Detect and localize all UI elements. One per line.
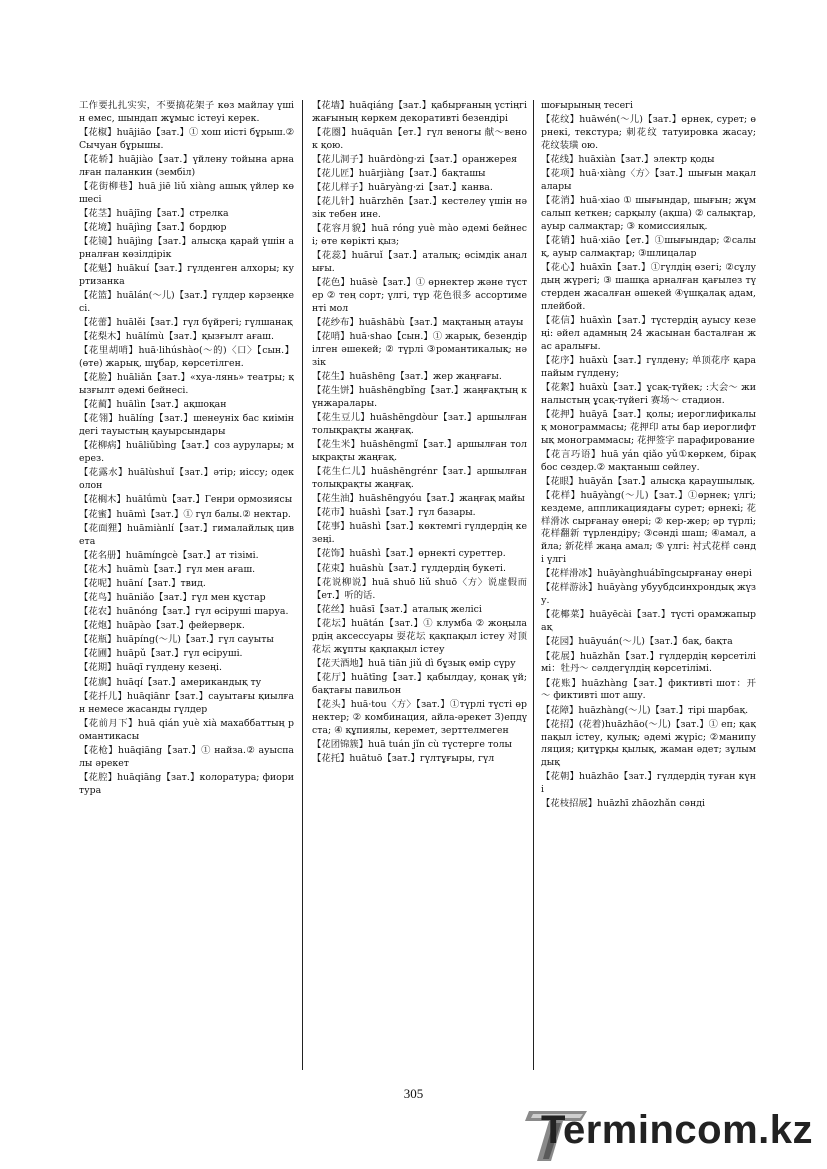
dictionary-entry: 【花头】huā·tou〈方〉【зат.】①түрлі түсті өрнектер; ② комбинация, айла-әрекет 3)епдүста; ④ құпиялы, керемет, зерттелмеген bbox=[312, 698, 527, 736]
dictionary-entry: 【花蜜】huāmì【зат.】① гүл балы.② нектар. bbox=[79, 508, 291, 520]
dictionary-entry: 【花翎】huālíng【зат.】шенеуніх бас киіміндегі тауыстың қауырсындары bbox=[79, 413, 294, 438]
dictionary-entry: 【花炮】huāpào【зат.】фейерверк. bbox=[79, 620, 245, 632]
dictionary-entry: 【花项】huā·xiàng〈方〉【зат.】шығын мақалалары bbox=[541, 168, 756, 192]
dictionary-entry: 【花序】huāxù【зат.】гүлдену; 单顶花序 қарапайым гүлдену; bbox=[541, 354, 756, 379]
dictionary-entry: 【花色】huāsè【зат.】① өрнектер және түстер ② тең сорт; үлгі, түр 花色很多 ассортименті мол bbox=[312, 277, 527, 315]
dictionary-entry: 【花朝】huāzhāo【зат.】гүлдердің туған күні bbox=[541, 771, 756, 796]
dictionary-entry: 【花枝招展】huāzhī zhāozhǎn сәнді bbox=[541, 798, 705, 810]
dictionary-entry: 【花托】huātuō【зат.】гүлтұғыры, гүл bbox=[312, 752, 495, 764]
dictionary-entry: 【花信】huāxìn【зат.】түстердің ауысу кезеңі: әйел адамның 24 жасынан басталған жас аралығы. bbox=[541, 314, 756, 352]
dictionary-entry: 【花生豆儿】huāshēngdòur【зат.】аршылған толықрақты жаңғақ. bbox=[312, 412, 527, 437]
dictionary-entry: 【花生油】huāshēngyóu【зат.】жаңғақ майы bbox=[312, 493, 525, 505]
dictionary-entry: 【花蕾】huālěi【зат.】гүл бүйрегі; гүлшанақ bbox=[79, 317, 293, 329]
dictionary-entry: 【花名册】huāmíngcè【зат.】ат тізімі. bbox=[79, 549, 259, 561]
dictionary-entry: 【花样】huāyàng(～儿)【зат.】①өрнек; үлгі; кездеме, аппликациядағы сурет; өрнекі; 花样滑冰 сырғанау өнері; ② кер-жер; әр түрлі; 花样翻新 түрлендіру; ③сәнді шаш; ④амал, айла; 新花样 жаңа амал; ⑤ үлгі: 衬式花样 сәнді үлгі bbox=[541, 489, 756, 566]
dictionary-entry: 【花儿洞子】huārdòng·zi【зат.】оранжерея bbox=[312, 154, 518, 165]
termincom-logo[interactable] bbox=[523, 1107, 815, 1163]
dictionary-entry: 【花面狸】huāmiànlí【зат.】гималайлық цивета bbox=[79, 522, 294, 547]
dictionary-entry: 【花生仁儿】huāshēngrénr【зат.】аршылған толықрақты жаңғақ. bbox=[312, 466, 527, 491]
dictionary-entry: 【花园】huāyuán(～儿)【зат.】бақ, бақта bbox=[541, 636, 733, 648]
dictionary-entry: 【花生米】huāshēngmǐ【зат.】аршылған толықрақты жаңғақ. bbox=[312, 439, 527, 464]
dictionary-entry: 【花木】huāmù【зат.】гүл мен ағаш. bbox=[79, 563, 256, 575]
dictionary-entry: 【花束】huāshù【зат.】гүлдердің букеті. bbox=[312, 562, 507, 574]
dictionary-entry: 【花前月下】huā qián yuè xià махаббаттың романтикасы bbox=[79, 717, 294, 742]
dictionary-entry: 【花线】huāxiàn【зат.】электр қоды bbox=[541, 154, 715, 165]
dictionary-entry: шоғырының тесегі bbox=[541, 100, 634, 111]
dictionary-entry: 【花纹】huāwén(～儿)【зат.】өрнек, сурет; өрнекі, текстура; 刺花纹 татуировка жасау; 花纹装璜 ою. bbox=[541, 114, 756, 151]
dictionary-entry: 【花纱布】huāshābù【зат.】мақтаның атауы bbox=[312, 317, 524, 329]
column-divider-1 bbox=[302, 100, 303, 1070]
dictionary-entry: 【花市】huāshì【зат.】гүл базары. bbox=[312, 507, 476, 519]
dictionary-entry: 【花瓶】huāpíng(～儿)【зат.】гүл сауыты bbox=[79, 634, 274, 646]
dictionary-entry: 【花期】huāqī гүлдену кезеңі. bbox=[79, 662, 222, 674]
dictionary-column-1 bbox=[79, 100, 294, 1080]
dictionary-entry: 【花天酒地】huā tiān jiǔ dì бұзық өмір сүру bbox=[312, 657, 516, 669]
dictionary-entry: 【花旗】huāqí【зат.】американдық ту bbox=[79, 676, 262, 688]
dictionary-entry: 【花团锦簇】huā tuán jǐn cù түстерге толы bbox=[312, 738, 512, 750]
dictionary-entry: 【花生饼】huāshēngbǐng【зат.】жаңғақтың күнжаралары. bbox=[312, 385, 527, 410]
dictionary-entry: 【花枪】huāqiāng【зат.】① найза.② ауыспалы әрекет bbox=[79, 744, 294, 769]
dictionary-entry: 【花圃】huāpǔ【зат.】гүл өсіруші. bbox=[79, 648, 243, 660]
dictionary-entry: 【花呢】huāní【зат.】твид. bbox=[79, 577, 206, 589]
dictionary-entry: 【花蕊】huāruǐ【зат.】аталық; өсімдік аналығы. bbox=[312, 250, 527, 275]
dictionary-entry: 【花柳病】huāliǔbìng【зат.】соз аурулары; мерез. bbox=[79, 440, 294, 465]
dictionary-entry: 【花魁】huākuí【зат.】гүлденген алхоры; куртизанка bbox=[79, 263, 294, 288]
dictionary-entry: 【花坛】huātán【зат.】① клумба ② жоңылардің аксессуары 耍花坛 қақпақыл істеу 对顶花坛 жұпты қақпақыл істеу bbox=[312, 617, 527, 655]
dictionary-entry: 【花墙】huāqiáng【зат.】қабырғаның үстіңгі жағының көркем декоративті безендірі bbox=[312, 100, 527, 124]
dictionary-entry: 【花生】huāshēng【зат.】жер жаңғағы. bbox=[312, 371, 502, 383]
dictionary-entry: 【花茎】huājīng【зат.】стрелка bbox=[79, 208, 229, 219]
dictionary-entry: 【花镜】huājìng【зат.】алысқа қарай үшін арналған көзілдірік bbox=[79, 236, 294, 261]
dictionary-entry: 【花说柳说】huā shuō liǔ shuō〈方〉说虚假而【ет.】听的话. bbox=[312, 576, 527, 601]
dictionary-entry: 【花儿样子】huāryàng·zi【зат.】канва. bbox=[312, 182, 493, 194]
dictionary-entry: 【花腔】huāqiāng【зат.】колоратура; фиоритура bbox=[79, 771, 294, 796]
dictionary-entry: 【花榈木】huālǘmù【зат.】Генри ормозиясы bbox=[79, 494, 293, 506]
dictionary-entry: 【花露水】huālùshuǐ【зат.】әтір; иіссу; одеколон bbox=[79, 467, 294, 492]
dictionary-entry: 【花容月貌】huā róng yuè mào әдемі бейнесі; өте көрікті қыз; bbox=[312, 223, 527, 248]
dictionary-entry: 【花脸】huāliǎn【зат.】«хуа-лянь» театры; қызғылт әдемі бейнесі. bbox=[79, 372, 294, 397]
dictionary-entry: 【花扦儿】huāqiānr【зат.】сауытағы қиылған немесе жасанды гүлдер bbox=[79, 690, 294, 715]
dictionary-entry: 【花絮】huāxù【зат.】ұсақ-түйек; :大会～ жиналыстың ұсақ-түйегі 赛场～ стадион. bbox=[541, 381, 756, 406]
dictionary-entry: 【花厅】huātīng【зат.】қабылдау, қонақ үй; бақтағы павильон bbox=[312, 671, 527, 696]
page-number: 305 bbox=[403, 1086, 424, 1101]
dictionary-entry: 【花障】huāzhàng(～儿)【зат.】тірі шарбақ. bbox=[541, 704, 749, 716]
dictionary-entry: 【花椰菜】huāyēcài【зат.】түсті орамжапырақ bbox=[541, 609, 756, 634]
dictionary-entry: 【花儿针】huārzhēn【зат.】кестелеу үшін нәзік тебен ине. bbox=[312, 196, 527, 221]
logo-text: Termincom.kz bbox=[541, 1108, 813, 1152]
dictionary-entry: 【花招】(花着)huāzhāo(～儿)【зат.】① еп; қақпақыл істеу, қулық; әдемі жүріс; ②манипуляция; қитұрқы қылық, жаман әдет; зұлымдық bbox=[541, 718, 756, 769]
dictionary-entry: 【花心】huāxīn【зат.】①гүлдің өзегі; ②сұлудың жүрегі; ③ шашқа арналған қағылез түстерден жасалған әшекей ④үшқалақ адам, плейбой. bbox=[541, 262, 756, 312]
dictionary-entry: 【花账】huāzhàng【зат.】фиктивті шот：开～ фиктивті шот ашу. bbox=[541, 677, 756, 702]
dictionary-entry: 【花销】huā·xiāo【ет.】①шығындар; ②салық, ауыр салмақтар; ③шлицалар bbox=[541, 235, 756, 259]
dictionary-entry: 【花鸟】huāniǎo【зат.】гүл мен құстар bbox=[79, 591, 266, 603]
dictionary-entry: 【花眼】huāyǎn【зат.】алысқа қараушылық. bbox=[541, 475, 756, 487]
dictionary-entry: 【花样滑冰】huāyànghuábīngсырғанау өнері bbox=[541, 568, 752, 580]
dictionary-entry: 【花椒】huājiāo【зат.】① хош иісті бұрыш.②Сычуан бұрышы. bbox=[79, 127, 294, 151]
dictionary-entry: 【花里胡哨】huā·lihúshào(～的)〈口〉【сын.】(өте) жарық, шұбар, көрсетілген. bbox=[79, 345, 294, 370]
dictionary-column-3 bbox=[541, 100, 756, 1080]
dictionary-entry: 【花梨木】huālímù【зат.】қызғылт ағаш. bbox=[79, 331, 274, 343]
dictionary-entry: 【花饰】huāshì【зат.】өрнекті суреттер. bbox=[312, 548, 506, 560]
dictionary-entry: 【花街柳巷】huā jiē liǔ xiàng ашық үйлер көшесі bbox=[79, 181, 294, 205]
dictionary-entry: 【花轿】huājiào【зат.】үйлену тойына арналған паланкин (зембіл) bbox=[79, 154, 294, 178]
dictionary-entry: 【花押】huāyā【зат.】қолы; иероглификалық монограммасы; 花押印 аты бар иероглифтық монограммасы; 花押签字 парафирование bbox=[541, 408, 756, 446]
dictionary-entry: 【花样游泳】huāyàng убуубдсинхрондық жүзу. bbox=[541, 582, 756, 607]
dictionary-entry: 【花圈】huāquān【ет.】гүл веногы 献～венок қою. bbox=[312, 127, 527, 151]
dictionary-entry: 【花丝】huāsī【зат.】аталық желісі bbox=[312, 603, 482, 615]
dictionary-entry: 【花儿匠】huārjiàng【зат.】бақташы bbox=[312, 168, 486, 180]
dictionary-column-2 bbox=[312, 100, 527, 1080]
dictionary-entry: 【花言巧语】huā yán qiǎo yǔ①көркем, бірақ бос сөздер.② мақтаныш сөйлеу. bbox=[541, 448, 756, 473]
dictionary-entry: 【花蔺】huālìn【зат.】ақшоқан bbox=[79, 399, 227, 411]
dictionary-entry: 【花篮】huālán(～儿)【зат.】гүлдер кәрзеңкесі. bbox=[79, 290, 294, 315]
dictionary-entry: 【花农】huānóng【зат.】гүл өсіруші шаруа. bbox=[79, 606, 289, 618]
dictionary-entry: 工作要扎扎实实，不要搞花架子 көз майлау үшін емес, шындап жұмыс істеуі керек. bbox=[79, 100, 294, 124]
dictionary-entry: 【花境】huājìng【зат.】бордюр bbox=[79, 222, 227, 234]
column-divider-2 bbox=[533, 100, 534, 1070]
dictionary-entry: 【花消】huā·xiao ① шығындар, шығын; жұмсалып кеткен; сарқылу (ақша) ② салықтар, ауыр салмақтар; ③ комиссиялық. bbox=[541, 195, 756, 232]
dictionary-entry: 【花事】huāshì【зат.】көктемгі гүлдердің кезеңі. bbox=[312, 521, 527, 546]
dictionary-entry: 【花展】huāzhǎn【зат.】гүлдердің көрсетілімі：牡丹～ сәлдегүлдің көрсетілімі. bbox=[541, 650, 756, 675]
dictionary-entry: 【花哨】huā·shao【сын.】① жарық, безендірілген әшекей; ② түрлі ③романтикалық; нәзік bbox=[312, 331, 527, 369]
